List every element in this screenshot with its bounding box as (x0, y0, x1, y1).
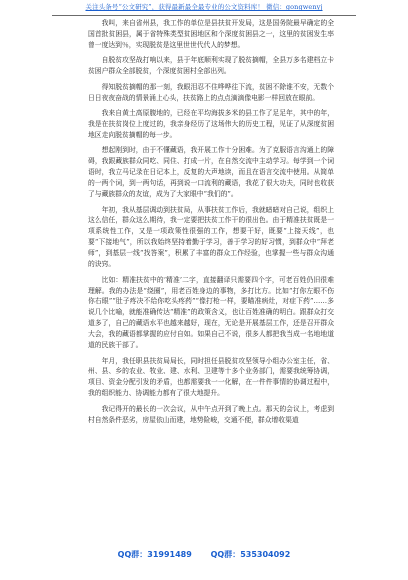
page-header (0, 2, 408, 11)
paragraph: 比如：精准扶贫中的‘精准’二字，直接翻译只需要四个字，可老百姓仍旧很难理解。我的办法是“绕圈”，用老百姓身边的事物，多打比方。比如“打你左眼不伤你右眼”“肚子疼决不给你吃头疼药”“像打枪一样，要瞄准病灶，对症下药”……多说几个比喻，就能准确传达“精准”的政策含义，也让百姓准确的明白。跟群众打交道多了，自己的藏语水平也越来越好，现在，无论是开展基层工作，还是召开群众大会，我的藏语都掌握的应付自如。如果自己不说，很多人都把我当成一名地地道道的民族干部了。 (88, 275, 334, 350)
paragraph: 我叫，来自省州县，我工作的单位是县扶贫开发局，这是国务院最早确定的全国首批贫困县，属于省特殊类型贫困地区和个深度贫困县之一，这里的贫困发生率曾一度达到％，实现脱贫是这里世世代代人的梦想。 (88, 19, 334, 49)
paragraph: 得知脱贫摘帽的那一刻，我眼泪忍不住哗哗往下流，贫困不除谁不安，无数个日日夜夜奋战的情景涌上心头，扶贫路上的点点滴滴像电影一样回放在眼前。 (88, 82, 334, 102)
paragraph: 年月，我任职县扶贫局局长，同时担任县脱贫攻坚领导小组办公室主任，省、州、县、乡的农业、牧业、建、水利、卫建等十多个业务部门，需要我统筹协调，项目、资金分配引发的矛盾，也都需要我一一化解，在一件件事情的协调过程中，我的组织能力、协调能力都有了很大地提升。 (88, 356, 334, 398)
header-divider (52, 15, 356, 16)
page-footer (0, 549, 408, 560)
paragraph: 自脱贫攻坚战打响以来，县于年底顺利实现了脱贫摘帽，全县万多名建档立卡贫困户群众全部脱贫，个深度贫困村全部出列。 (88, 56, 334, 76)
paragraph: 我记得开的最长的一次会议，从中午点开到了晚上点。那天的会议上，考虑到村自然条件恶劣，房屋依山而建，地势险峻，交通不便，群众增收渠道 (88, 404, 334, 424)
paragraph: 我来自黄土高原腹地的，已经在平均海拔多米的县工作了足足年，其中的年，我是在扶贫岗位上度过的，我亲身经历了这场伟大的历史工程，见证了从深度贫困地区走向脱贫摘帽的每一步。 (88, 109, 334, 139)
header-promo-link[interactable]: 关注头条号“公文研究”，获得最新最全最专业的公文资料库！ 微信：gongwenyj (85, 3, 323, 11)
footer-qq-group-2: QQ群：535304092 (210, 550, 291, 559)
paragraph: 年初，我从基层调动到扶贫局，从事扶贫工作后，我就暗暗对自己说，组织上这么信任，群众这么期待，我一定要把扶贫工作干的很出色。由于精准扶贫既是一项系统性工作，又是一项政策性很强的工作，想要干好，既要“上接天线”，也要“下接地气”，所以我始终坚持着勤于学习，善于学习的好习惯，到群众中“拜老师”，到基层一线“找答案”，积累了丰富的群众工作经验，也掌握一些与群众沟通的诀窍。 (88, 205, 334, 269)
document-body (88, 18, 334, 430)
footer-qq-group-1: QQ群：31991489 (117, 550, 192, 559)
paragraph: 想起刚到时，由于不懂藏语，我开展工作十分困难。为了克服语言沟通上的障碍，我跟藏族群众同吃、同住、打成一片，在自然交流中主动学习。每学到一个词语时，我立马记录在日记本上，反复的大声地读，而且在语言交流中使用。从简单的一两个词，到一两句话，再到说一口流利的藏语，我花了很大功夫，同时也收获了与藏族群众的友谊，成为了大家眼中“我们的”。 (88, 146, 334, 199)
